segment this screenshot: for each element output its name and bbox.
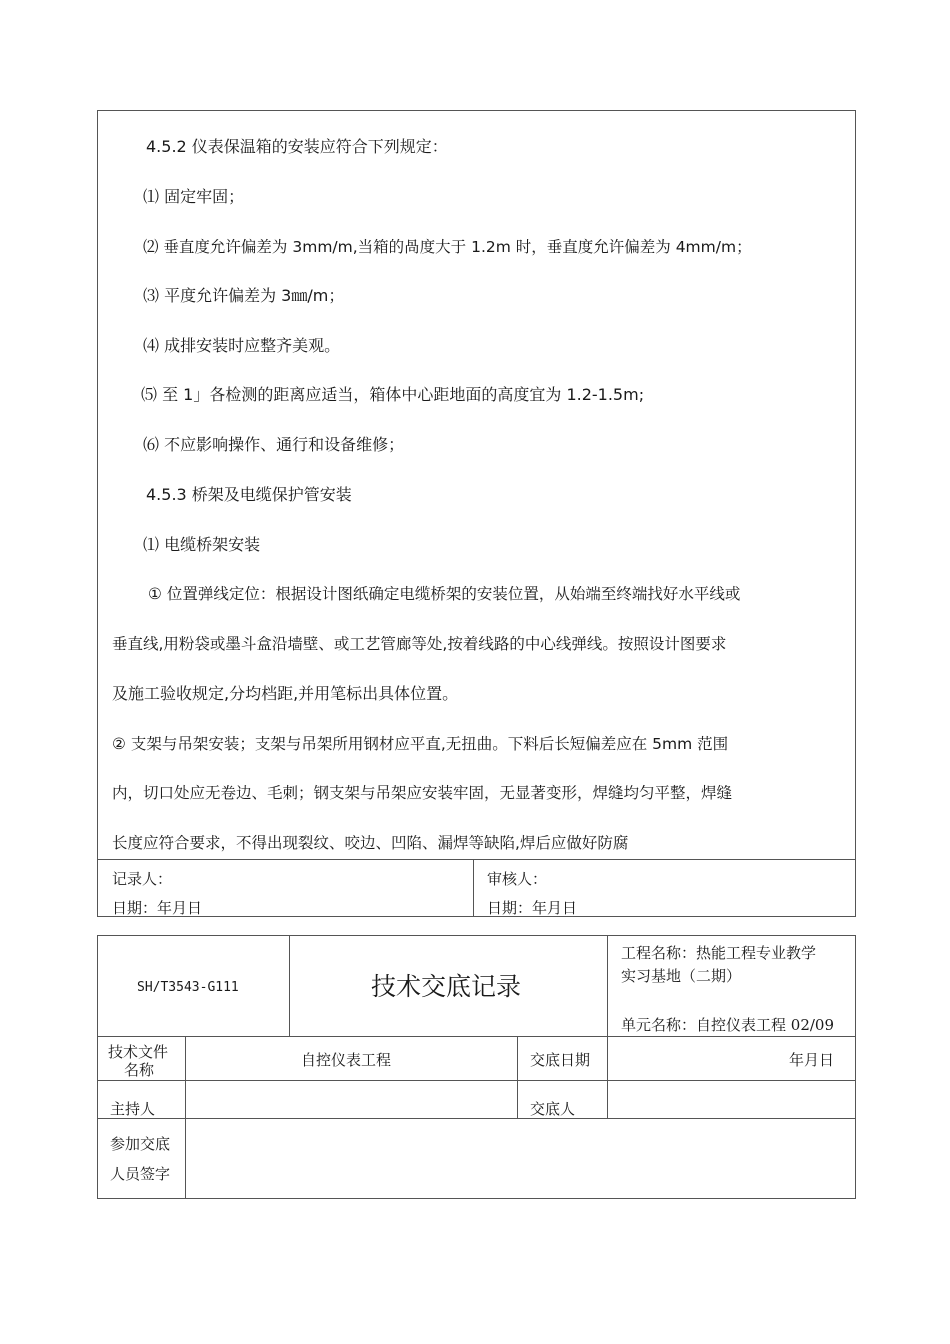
clause-4-5-2-heading: 4.5.2 仪表保温箱的安装应符合下列规定： [146,137,448,156]
clause-4-5-3-heading: 4.5.3 桥架及电缆保护管安装 [146,485,352,504]
doc-name-label-line-1: 技术文件 [108,1043,169,1061]
presenter-label: 交底人 [530,1100,576,1118]
body-line-4: ② 支架与吊架安装；支架与吊架所用钢材应平直,无扭曲。下料后长短偏差应在 5mm 范围 [112,735,729,753]
form-header-divider [97,1036,856,1037]
recorder-label: 记录人： [112,870,173,888]
host-label: 主持人 [110,1100,156,1118]
clause-item-5: ⑸ 至 1」各检测的距离应适当，箱体中心距地面的高度宜为 1.2-1.5m; [141,385,645,404]
footer-divider [97,859,856,860]
body-line-6: 长度应符合要求，不得出现裂纹、咬边、凹陷、漏焊等缺陷,焊后应做好防腐 [112,834,629,852]
clause-item-1: ⑴ 固定牢固； [143,187,245,206]
attendees-label-line-1: 参加交底 [110,1135,171,1153]
disclosure-date-label: 交底日期 [530,1051,591,1069]
footer-column-divider [473,859,474,917]
body-line-5: 内，切口处应无卷边、毛刺；钢支架与吊架应安装牢固，无显著变形，焊缝均匀平整，焊缝 [112,784,733,802]
header-col-divider-2 [607,935,608,1036]
recorder-date: 日期：年月日 [112,899,203,917]
header-col-divider-1 [289,935,290,1036]
body-line-3: 及施工验收规定,分均档距,并用笔标出具体位置。 [112,684,459,703]
project-name-line-1: 工程名称：热能工程专业教学 [621,944,817,962]
disclosure-date-value: 年月日 [789,1051,835,1069]
unit-name: 单元名称：自控仪表工程 02/09 [621,1016,834,1034]
project-name-line-2: 实习基地（二期） [621,967,742,985]
form-row-divider-2 [97,1118,856,1119]
form-code: SH/T3543-G111 [137,980,239,995]
value-col-divider-1 [517,1036,518,1118]
body-line-2: 垂直线,用粉袋或墨斗盒沿墙壁、或工艺管廊等处,按着线路的中心线弹线。按照设计图要求 [112,635,727,653]
value-col-divider-2 [607,1036,608,1118]
attendees-label-line-2: 人员签字 [110,1165,171,1183]
clause-item-2: ⑵ 垂直度允许偏差为 3mm/m,当箱的咼度大于 1.2m 时，垂直度允许偏差为 4mm/m； [143,238,752,256]
form-row-divider-1 [97,1080,856,1081]
clause-item-4: ⑷ 成排安装时应整齐美观。 [143,336,341,355]
reviewer-label: 审核人： [487,870,548,888]
reviewer-date: 日期：年月日 [487,899,578,917]
doc-name-label-line-2: 名称 [124,1061,155,1079]
sub-item-cable-tray: ⑴ 电缆桥架安装 [143,535,261,554]
body-line-1: ① 位置弹线定位：根据设计图纸确定电缆桥架的安装位置，从始端至终端找好水平线或 [148,585,741,603]
label-col-divider [185,1036,186,1199]
doc-name-value: 自控仪表工程 [301,1051,392,1069]
clause-item-6: ⑹ 不应影响操作、通行和设备维修； [143,435,405,454]
clause-item-3: ⑶ 平度允许偏差为 3㎜/m； [143,286,345,305]
form-title: 技术交底记录 [371,972,522,1001]
